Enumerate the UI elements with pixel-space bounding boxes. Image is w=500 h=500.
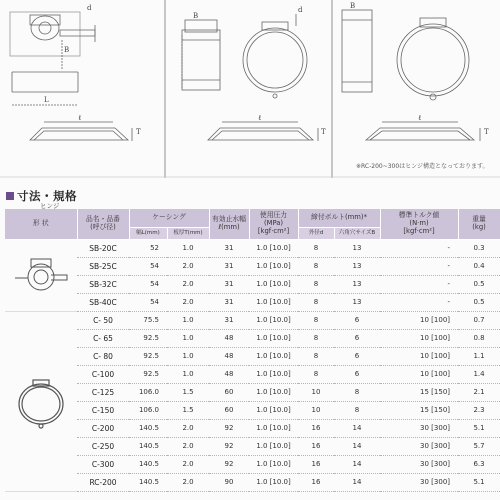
cell-width: 54	[129, 293, 167, 311]
cell-thickness: 2.0	[167, 257, 209, 275]
label-ell-1: ℓ	[78, 114, 82, 122]
cell-weight: 2.1	[458, 383, 500, 401]
header-model-text: 品名・品番 (呼び径)	[86, 214, 120, 231]
cell-pressure: 1.0 [10.0]	[249, 365, 298, 383]
cell-weight: 5.1	[458, 419, 500, 437]
cell-model: C-150	[77, 401, 129, 419]
cell-model: SB-20C	[77, 239, 129, 257]
cell-bolt-b: 6	[334, 311, 380, 329]
cell-width: 140.5	[129, 455, 167, 473]
table-row	[5, 473, 500, 491]
cell-thickness: 1.5	[167, 401, 209, 419]
cell-torque: 30 [300]	[380, 455, 458, 473]
cell-pressure: 1.0 [10.0]	[249, 311, 298, 329]
table-row	[5, 257, 500, 275]
cell-bolt-d: 10	[298, 401, 334, 419]
cell-weight: 0.3	[458, 239, 500, 257]
cell-bolt-d: 10	[298, 383, 334, 401]
cell-thickness: 2.0	[167, 293, 209, 311]
cell-stop: 31	[209, 239, 249, 257]
cell-bolt-d: 8	[298, 347, 334, 365]
cell-thickness: 1.5	[167, 383, 209, 401]
header-torque-text: 標準トルク値 (N·m) [kgf·cm²]	[398, 211, 440, 235]
cell-stop: 31	[209, 275, 249, 293]
cell-thickness: 2.0	[167, 437, 209, 455]
label-b-3: B	[350, 2, 356, 10]
cell-weight: 5.1	[458, 473, 500, 491]
cell-bolt-b: 14	[334, 437, 380, 455]
drawings-svg	[0, 0, 500, 178]
cell-bolt-b: 14	[334, 455, 380, 473]
cell-stop: 92	[209, 419, 249, 437]
table-row	[5, 293, 500, 311]
cell-stop: 92	[209, 437, 249, 455]
header-pressure-text: 使用圧力 (MPa) [kgf·cm²]	[257, 211, 290, 235]
cell-bolt-d: 16	[298, 455, 334, 473]
cell-bolt-d: 8	[298, 257, 334, 275]
cell-bolt-d: 8	[298, 311, 334, 329]
cell-torque: 30 [300]	[380, 437, 458, 455]
cell-weight: 5.7	[458, 437, 500, 455]
cell-width: 106.0	[129, 401, 167, 419]
cell-pressure: 1.0 [10.0]	[249, 437, 298, 455]
label-b-1: B	[64, 46, 70, 54]
cell-stop: 60	[209, 401, 249, 419]
table-row	[5, 455, 500, 473]
label-t-3: T	[484, 128, 489, 136]
cell-torque: 30 [300]	[380, 473, 458, 491]
cell-thickness: 2.0	[167, 455, 209, 473]
cell-width: 92.5	[129, 365, 167, 383]
cell-model: C-200	[77, 419, 129, 437]
cell-bolt-b: 6	[334, 347, 380, 365]
cell-thickness: 1.0	[167, 311, 209, 329]
cell-torque: -	[380, 239, 458, 257]
cell-weight: 0.5	[458, 293, 500, 311]
cell-bolt-b: 8	[334, 383, 380, 401]
cell-stop: 31	[209, 311, 249, 329]
cell-pressure: 1.0 [10.0]	[249, 275, 298, 293]
cell-width: 54	[129, 257, 167, 275]
header-bolt-dia: 外径d	[298, 227, 334, 239]
cell-pressure: 1.0 [10.0]	[249, 473, 298, 491]
hinge-label: ヒンジ	[40, 202, 60, 210]
cell-model: C- 50	[77, 311, 129, 329]
section-title-text: 寸法・規格	[17, 189, 77, 203]
cell-stop: 48	[209, 329, 249, 347]
hinge-note: ※RC-200~300はヒンジ構造となっております。	[356, 163, 489, 170]
header-weight	[458, 209, 500, 239]
title-square-icon	[6, 192, 14, 200]
cell-bolt-d: 8	[298, 365, 334, 383]
cell-stop: 48	[209, 365, 249, 383]
cell-thickness: 1.0	[167, 347, 209, 365]
cell-model: RC-200	[77, 473, 129, 491]
technical-drawings	[0, 0, 500, 178]
cell-thickness: 2.0	[167, 419, 209, 437]
cell-bolt-d: 8	[298, 239, 334, 257]
cell-model: SB-32C	[77, 275, 129, 293]
cell-pressure: 1.0 [10.0]	[249, 239, 298, 257]
cell-weight: 1.1	[458, 347, 500, 365]
cell-bolt-d: 8	[298, 293, 334, 311]
cell-model: C-125	[77, 383, 129, 401]
cell-weight: 0.4	[458, 257, 500, 275]
header-weight-text: 重量 (kg)	[472, 214, 486, 231]
header-thickness: 板厚T(mm)	[167, 227, 209, 239]
shape-c-clamp	[5, 311, 77, 491]
cell-width: 140.5	[129, 419, 167, 437]
table-row	[5, 419, 500, 437]
header-model	[77, 209, 129, 239]
header-casing: ケーシング	[129, 209, 209, 227]
cell-width: 92.5	[129, 347, 167, 365]
label-ell-2: ℓ	[258, 114, 262, 122]
cell-model: C-250	[77, 437, 129, 455]
cell-bolt-b: 13	[334, 275, 380, 293]
table-row	[5, 329, 500, 347]
table-row	[5, 437, 500, 455]
cell-bolt-b: 8	[334, 401, 380, 419]
cell-pressure: 1.0 [10.0]	[249, 383, 298, 401]
c-clamp-icon	[11, 366, 71, 436]
label-t-1: T	[136, 128, 141, 136]
table-row	[5, 347, 500, 365]
cell-thickness: 1.0	[167, 365, 209, 383]
cell-bolt-d: 16	[298, 419, 334, 437]
cell-thickness: 1.0	[167, 329, 209, 347]
cell-weight: 6.3	[458, 455, 500, 473]
cell-model: C- 80	[77, 347, 129, 365]
cell-weight: 0.7	[458, 311, 500, 329]
cell-pressure: 1.0 [10.0]	[249, 293, 298, 311]
cell-weight: 2.3	[458, 401, 500, 419]
cell-torque: 10 [100]	[380, 329, 458, 347]
cell-stop: 90	[209, 473, 249, 491]
cell-torque: 10 [100]	[380, 347, 458, 365]
cell-stop: 92	[209, 455, 249, 473]
cell-thickness: 2.0	[167, 275, 209, 293]
header-width: 幅L(mm)	[129, 227, 167, 239]
cell-bolt-b: 6	[334, 365, 380, 383]
cell-weight: 0.5	[458, 275, 500, 293]
cell-bolt-d: 16	[298, 437, 334, 455]
cell-model: C-300	[77, 455, 129, 473]
cell-width: 52	[129, 239, 167, 257]
cell-model: C- 65	[77, 329, 129, 347]
cell-stop: 31	[209, 257, 249, 275]
cell-width: 140.5	[129, 473, 167, 491]
cell-torque: 10 [100]	[380, 311, 458, 329]
sb-clamp-drawing	[10, 12, 132, 141]
cell-model: SB-25C	[77, 257, 129, 275]
table-body	[5, 239, 500, 491]
label-t-2: T	[321, 128, 326, 136]
cell-torque: 15 [150]	[380, 383, 458, 401]
cell-width: 140.5	[129, 437, 167, 455]
label-d-1: d	[87, 4, 92, 12]
table-row	[5, 401, 500, 419]
header-bolt: 締付ボルト(mm)*	[298, 209, 380, 227]
header-bolt-hex: 六角穴サイズB	[334, 227, 380, 239]
cell-pressure: 1.0 [10.0]	[249, 401, 298, 419]
sb-clamp-icon	[11, 245, 71, 305]
cell-pressure: 1.0 [10.0]	[249, 329, 298, 347]
cell-width: 106.0	[129, 383, 167, 401]
cell-torque: 15 [150]	[380, 401, 458, 419]
label-l: L	[44, 96, 49, 104]
cell-bolt-d: 8	[298, 329, 334, 347]
label-ell-3: ℓ	[418, 114, 422, 122]
cell-torque: -	[380, 257, 458, 275]
header-shape: 形 状	[5, 209, 77, 239]
spec-table	[5, 209, 500, 492]
cell-torque: -	[380, 275, 458, 293]
cell-torque: -	[380, 293, 458, 311]
table-row	[5, 365, 500, 383]
cell-bolt-b: 6	[334, 329, 380, 347]
cell-pressure: 1.0 [10.0]	[249, 347, 298, 365]
header-torque	[380, 209, 458, 239]
cell-model: SB-40C	[77, 293, 129, 311]
header-pressure	[249, 209, 298, 239]
cell-stop: 31	[209, 293, 249, 311]
label-b-2: B	[193, 12, 199, 20]
shape-sb-clamp	[5, 239, 77, 311]
header-stop-width	[209, 209, 249, 239]
cell-bolt-b: 13	[334, 239, 380, 257]
cell-weight: 0.8	[458, 329, 500, 347]
cell-stop: 48	[209, 347, 249, 365]
cell-bolt-b: 13	[334, 257, 380, 275]
cell-model: C-100	[77, 365, 129, 383]
cell-pressure: 1.0 [10.0]	[249, 419, 298, 437]
cell-bolt-d: 16	[298, 473, 334, 491]
cell-bolt-b: 14	[334, 419, 380, 437]
table-row	[5, 239, 500, 257]
cell-bolt-b: 13	[334, 293, 380, 311]
table-row	[5, 275, 500, 293]
table-row	[5, 311, 500, 329]
cell-pressure: 1.0 [10.0]	[249, 257, 298, 275]
cell-bolt-d: 8	[298, 275, 334, 293]
cell-weight: 1.4	[458, 365, 500, 383]
header-stop-width-text: 有効止水幅 ℓ(mm)	[212, 214, 246, 231]
cell-thickness: 2.0	[167, 473, 209, 491]
cell-width: 92.5	[129, 329, 167, 347]
table-row	[5, 383, 500, 401]
c-clamp-drawing	[182, 14, 318, 141]
cell-width: 75.5	[129, 311, 167, 329]
cell-thickness: 1.0	[167, 239, 209, 257]
cell-bolt-b: 14	[334, 473, 380, 491]
cell-torque: 30 [300]	[380, 419, 458, 437]
cell-torque: 10 [100]	[380, 365, 458, 383]
cell-stop: 60	[209, 383, 249, 401]
rc-clamp-drawing	[342, 10, 480, 141]
cell-width: 54	[129, 275, 167, 293]
cell-pressure: 1.0 [10.0]	[249, 455, 298, 473]
label-d-2: d	[298, 6, 303, 14]
